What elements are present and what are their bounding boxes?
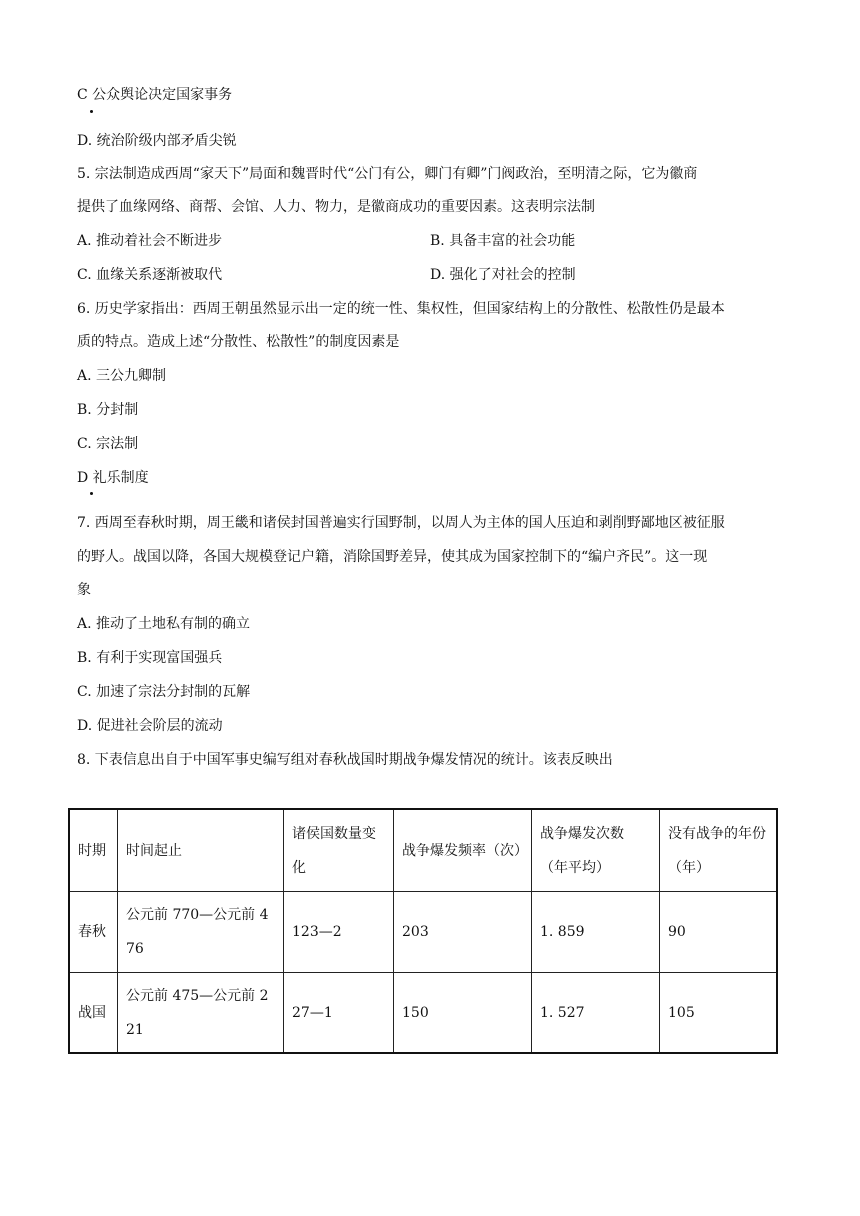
option-line: D. 统治阶级内部矛盾尖锐 [77, 133, 237, 149]
question-6-text: 质的特点。造成上述“分散性、松散性”的制度因素是 [77, 334, 400, 350]
table-header-row [70, 810, 778, 892]
option-a: A. 三公九卿制 [77, 368, 167, 384]
option-d: D. 促进社会阶层的流动 [77, 718, 223, 734]
question-5-text: 5. 宗法制造成西周“家天下”局面和魏晋时代“公门有公，卿门有卿”门阀政治，至明清之际，它为徽商 [77, 166, 698, 182]
table-header-cell: 诸侯国数量变化 [284, 810, 394, 892]
option-d: D. 强化了对社会的控制 [430, 267, 576, 283]
option-a: A. 推动着社会不断进步 [77, 233, 223, 249]
emphasis-dot [90, 110, 93, 113]
question-5-text: 提供了血缘网络、商帮、会馆、人力、物力，是徽商成功的重要因素。这表明宗法制 [77, 199, 595, 215]
option-b: B. 有利于实现富国强兵 [77, 650, 223, 666]
question-7-text: 的野人。战国以降，各国大规模登记户籍，消除国野差异，使其成为国家控制下的“编户齐民”。这一现 [77, 549, 708, 565]
table-cell: 90 [660, 892, 778, 973]
table-cell: 203 [394, 892, 532, 973]
table-cell: 公元前 475—公元前 221 [118, 973, 284, 1054]
question-6-text: 6. 历史学家指出：西周王朝虽然显示出一定的统一性、集权性，但国家结构上的分散性、松散性仍是最本 [77, 301, 725, 317]
table-header-cell: 时期 [70, 810, 118, 892]
question-7-text: 象 [77, 582, 91, 598]
table-header-cell: 战争爆发次数（年平均） [532, 810, 660, 892]
table-cell: 公元前 770—公元前 476 [118, 892, 284, 973]
question-7-text: 7. 西周至春秋时期，周王畿和诸侯封国普遍实行国野制，以周人为主体的国人压迫和剥削野鄙地区被征服 [77, 515, 725, 531]
table-cell: 105 [660, 973, 778, 1054]
emphasis-dot [90, 492, 93, 495]
table-cell: 123—2 [284, 892, 394, 973]
table-cell: 1. 859 [532, 892, 660, 973]
table-cell: 150 [394, 973, 532, 1054]
table-cell: 1. 527 [532, 973, 660, 1054]
option-b: B. 分封制 [77, 402, 139, 418]
table-header-cell: 时间起止 [118, 810, 284, 892]
war-statistics-table [69, 809, 778, 1054]
option-a: A. 推动了土地私有制的确立 [77, 616, 251, 632]
table-row [70, 973, 778, 1054]
option-c: C. 宗法制 [77, 436, 139, 452]
table-header-cell: 战争爆发频率（次） [394, 810, 532, 892]
option-c: C. 血缘关系逐渐被取代 [77, 267, 223, 283]
option-c: C. 加速了宗法分封制的瓦解 [77, 684, 251, 700]
table-cell: 战国 [70, 973, 118, 1054]
question-8-text: 8. 下表信息出自于中国军事史编写组对春秋战国时期战争爆发情况的统计。该表反映出 [77, 752, 613, 768]
table-cell: 春秋 [70, 892, 118, 973]
table-header-cell: 没有战争的年份（年） [660, 810, 778, 892]
option-d: D 礼乐制度 [77, 470, 149, 486]
table-cell: 27—1 [284, 973, 394, 1054]
option-line: C 公众舆论决定国家事务 [77, 87, 233, 103]
option-b: B. 具备丰富的社会功能 [430, 233, 576, 249]
table-row [70, 892, 778, 973]
